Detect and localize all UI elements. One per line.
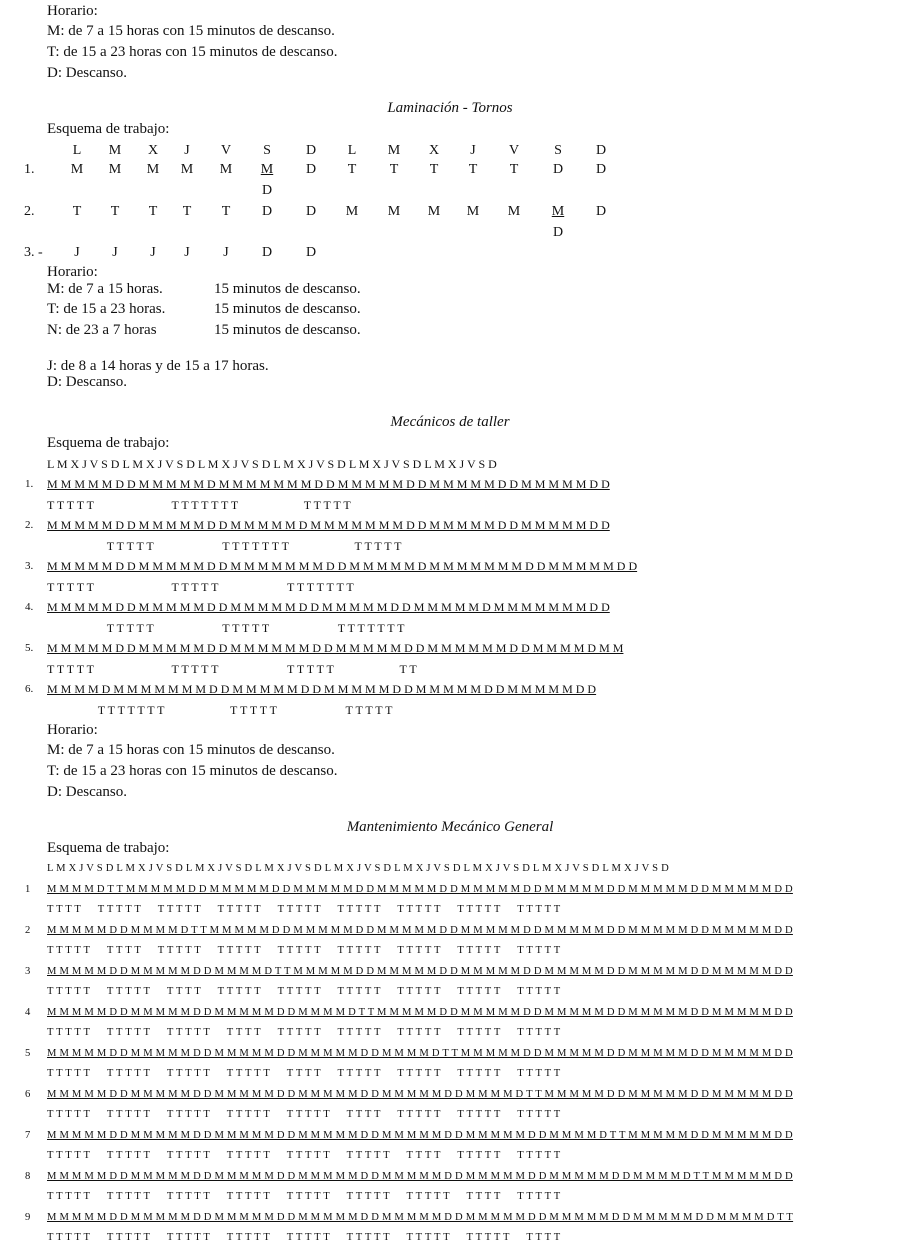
- schedule-row: M M M M M D D M M M M M D D M M M M M D D M M M M M D D M M M M M D D M M M M M D D M M M M M D D M M M M M D D M M M M D T T: [47, 1212, 794, 1223]
- row-number: 4.: [25, 601, 34, 613]
- horario-label: Horario:: [47, 722, 98, 738]
- schedule-subrow: T T T T T T T T T T T T T T T T T T T T T T T T T T T T T T T T T T T T T T T T T T T T: [47, 1109, 561, 1120]
- shift-cell: M: [108, 162, 122, 177]
- schedule-row: M M M M D T T M M M M M D D M M M M M D D M M M M M D D M M M M M D D M M M M M D D M M M M M D D M M M M M D D M M M M M D D: [47, 884, 793, 895]
- row-number: 3: [25, 966, 31, 977]
- row-number: 2.: [25, 519, 34, 531]
- horario-code: T: de 15 a 23 horas.: [47, 301, 166, 317]
- shift-cell: T: [72, 204, 82, 219]
- horario-extra: J: de 8 a 14 horas y de 15 a 17 horas.: [47, 358, 269, 374]
- schedule-subrow: T T T T T T T T T T T T T T T T T T T T T T T T T T T T T T T T T T T T T T T T T T T T: [47, 1191, 561, 1202]
- schedule-row: M M M M M D D M M M M M D D M M M M M D D M M M M D T T M M M M M D D M M M M M D D M M M M M D D M M M M M D D M M M M M D D: [47, 1007, 793, 1018]
- shift-cell: D: [305, 204, 317, 219]
- schedule-subrow: T T T T T T T T T T T T T T T T T T T T T T T T T T T T T T T T T T T T T T T T T T T T: [47, 1027, 561, 1038]
- shift-cell: M: [387, 204, 401, 219]
- shift-cell: M: [345, 204, 359, 219]
- shift-cell: M: [507, 204, 521, 219]
- schedule-subrow: T T T T T T T T T T T T T T T T T: [47, 621, 405, 635]
- shift-cell: T: [429, 162, 439, 177]
- schedule-subrow: T T T T T T T T T T T T T T T T T T T T T T T T T T T T T T T T T T T T T T T T T T T T: [47, 904, 561, 915]
- row-number: 5.: [25, 642, 34, 654]
- shift-cell: M: [70, 162, 84, 177]
- esquema-label: Esquema de trabajo:: [47, 840, 170, 856]
- horario-label: Horario:: [47, 264, 98, 280]
- day-header-cell: V: [508, 143, 520, 158]
- shift-cell: D: [261, 204, 273, 219]
- shift-cell: J: [112, 245, 118, 260]
- row-number: 4: [25, 1007, 31, 1018]
- horario-line: T: de 15 a 23 horas con 15 minutos de descanso.: [47, 763, 338, 779]
- day-header-cell: X: [428, 143, 440, 158]
- schedule-row: M M M M M D D M M M M M D D M M M M M M D D M M M M M D D M M M M M M D D M M M M D M M: [47, 641, 624, 655]
- schedule-subrow: T T T T T T T T T T T T T T T T T: [47, 703, 393, 717]
- shift-cell: T: [110, 204, 120, 219]
- schedule-subrow: T T T T T T T T T T T T T T T T T T T T T T T T T T T T T T T T T T T T T T T T T T T T: [47, 1150, 561, 1161]
- day-header: L M X J V S D L M X J V S D L M X J V S D L M X J V S D L M X J V S D L M X J V S D L M X J V S D L M X J V S D L M X J V S D: [47, 863, 669, 874]
- day-header-cell: X: [147, 143, 159, 158]
- section-title: Laminación - Tornos: [387, 100, 513, 116]
- schedule-subrow: T T T T T T T T T T T T T T T T T T T T T T T T T T T T T T T T T T T T T T T T T T T T: [47, 986, 561, 997]
- day-header-cell: V: [220, 143, 232, 158]
- shift-cell: T: [389, 162, 399, 177]
- schedule-row: M M M M M D D M M M M M D D M M M M M D D M M M M M D D M M M M M D M M M M M M M D D: [47, 600, 610, 614]
- horario-desc: 15 minutos de descanso.: [214, 322, 361, 338]
- schedule-row: M M M M M D D M M M M M D D M M M M M D D M M M M M D D M M M M M D D M M M M D T T M M M M M D D M M M M M D D M M M M M D D: [47, 1089, 793, 1100]
- shift-subcell: D: [261, 183, 273, 198]
- horario-extra: D: Descanso.: [47, 374, 127, 390]
- row-number: 1.: [24, 162, 35, 177]
- horario-line: M: de 7 a 15 horas con 15 minutos de descanso.: [47, 742, 335, 758]
- shift-cell: M: [180, 162, 194, 177]
- row-number: 6.: [25, 683, 34, 695]
- shift-cell: J: [74, 245, 80, 260]
- shift-cell: D: [595, 162, 607, 177]
- schedule-subrow: T T T T T T T T T T T T T T T T T T T T T T T T T T T T T T T T T T T T T T T T T T T T: [47, 1232, 561, 1243]
- horario-line: M: de 7 a 15 horas con 15 minutos de descanso.: [47, 23, 335, 39]
- shift-cell: J: [150, 245, 156, 260]
- row-number: 1.: [25, 478, 34, 490]
- horario-line: D: Descanso.: [47, 65, 127, 81]
- shift-cell: D: [305, 162, 317, 177]
- schedule-subrow: T T T T T T T T T T T T T T T T T: [47, 580, 354, 594]
- shift-cell: M: [427, 204, 441, 219]
- horario-label: Horario:: [47, 3, 98, 19]
- shift-subcell: D: [552, 225, 564, 240]
- section-title: Mecánicos de taller: [390, 414, 510, 430]
- shift-cell: D: [595, 204, 607, 219]
- row-number: 3.: [25, 560, 34, 572]
- row-number: 9: [25, 1212, 31, 1223]
- day-header-cell: S: [263, 143, 271, 158]
- horario-code: N: de 23 a 7 horas: [47, 322, 157, 338]
- schedule-row: M M M M M D D M M M M M D D M M M M M D M M M M M M M D D M M M M M D D M M M M M D D: [47, 518, 610, 532]
- row-number: 1: [25, 884, 31, 895]
- esquema-label: Esquema de trabajo:: [47, 435, 170, 451]
- schedule-row: M M M M M D D M M M M M D D M M M M D T T M M M M M D D M M M M M D D M M M M M D D M M M M M D D M M M M M D D M M M M M D D: [47, 966, 793, 977]
- schedule-subrow: T T T T T T T T T T T T T T T T T: [47, 498, 351, 512]
- schedule-row: M M M M M D D M M M M M D M M M M M M M D D M M M M M D D M M M M M D D M M M M M D D: [47, 477, 610, 491]
- day-header-cell: J: [184, 143, 190, 158]
- schedule-subrow: T T T T T T T T T T T T T T T T T: [47, 539, 402, 553]
- shift-cell: D: [552, 162, 564, 177]
- schedule-row: M M M M M D D M M M M D T T M M M M M D D M M M M M D D M M M M M D D M M M M M D D M M M M M D D M M M M M D D M M M M M D D: [47, 925, 793, 936]
- row-number: 5: [25, 1048, 31, 1059]
- shift-cell: T: [148, 204, 158, 219]
- shift-cell: T: [509, 162, 519, 177]
- row-number: 2: [25, 925, 31, 936]
- esquema-label: Esquema de trabajo:: [47, 121, 170, 137]
- day-header-cell: L: [72, 143, 82, 158]
- row-number: 3. -: [24, 245, 43, 260]
- schedule-row: M M M M M D D M M M M M D D M M M M M D D M M M M M D D M M M M M D D M M M M M D D M M M M D T T M M M M M D D M M M M M D D: [47, 1130, 793, 1141]
- row-number: 7: [25, 1130, 31, 1141]
- schedule-row: M M M M D M M M M M M M D D M M M M M D D M M M M M D D M M M M M D D M M M M M D D: [47, 682, 597, 696]
- day-header-cell: S: [554, 143, 562, 158]
- horario-code: M: de 7 a 15 horas.: [47, 281, 163, 297]
- shift-cell: M: [551, 204, 565, 219]
- schedule-row: M M M M M D D M M M M M D D M M M M M M M D D M M M M M D M M M M M M M D D M M M M M D D: [47, 559, 638, 573]
- shift-cell: T: [347, 162, 357, 177]
- shift-cell: M: [260, 162, 274, 177]
- day-header: L M X J V S D L M X J V S D L M X J V S D L M X J V S D L M X J V S D L M X J V S D: [47, 457, 497, 471]
- horario-desc: 15 minutos de descanso.: [214, 301, 361, 317]
- day-header-cell: D: [305, 143, 317, 158]
- row-number: 2.: [24, 204, 35, 219]
- schedule-row: M M M M M D D M M M M M D D M M M M M D D M M M M M D D M M M M D T T M M M M M D D M M M M M D D M M M M M D D M M M M M D D: [47, 1048, 793, 1059]
- shift-cell: D: [305, 245, 317, 260]
- row-number: 6: [25, 1089, 31, 1100]
- shift-cell: T: [468, 162, 478, 177]
- shift-cell: T: [182, 204, 192, 219]
- horario-desc: 15 minutos de descanso.: [214, 281, 361, 297]
- day-header-cell: M: [108, 143, 122, 158]
- schedule-subrow: T T T T T T T T T T T T T T T T T: [47, 662, 417, 676]
- day-header-cell: L: [347, 143, 357, 158]
- day-header-cell: J: [470, 143, 476, 158]
- day-header-cell: D: [595, 143, 607, 158]
- shift-cell: M: [219, 162, 233, 177]
- schedule-subrow: T T T T T T T T T T T T T T T T T T T T T T T T T T T T T T T T T T T T T T T T T T T T: [47, 1068, 561, 1079]
- day-header-cell: M: [387, 143, 401, 158]
- shift-cell: M: [466, 204, 480, 219]
- shift-cell: M: [146, 162, 160, 177]
- section-title: Mantenimiento Mecánico General: [346, 819, 554, 835]
- schedule-subrow: T T T T T T T T T T T T T T T T T T T T T T T T T T T T T T T T T T T T T T T T T T T T: [47, 945, 561, 956]
- shift-cell: T: [221, 204, 231, 219]
- shift-cell: J: [184, 245, 190, 260]
- shift-cell: J: [223, 245, 229, 260]
- shift-cell: D: [261, 245, 273, 260]
- horario-line: T: de 15 a 23 horas con 15 minutos de descanso.: [47, 44, 338, 60]
- horario-line: D: Descanso.: [47, 784, 127, 800]
- row-number: 8: [25, 1171, 31, 1182]
- schedule-row: M M M M M D D M M M M M D D M M M M M D D M M M M M D D M M M M M D D M M M M M D D M M M M M D D M M M M D T T M M M M M D D: [47, 1171, 793, 1182]
